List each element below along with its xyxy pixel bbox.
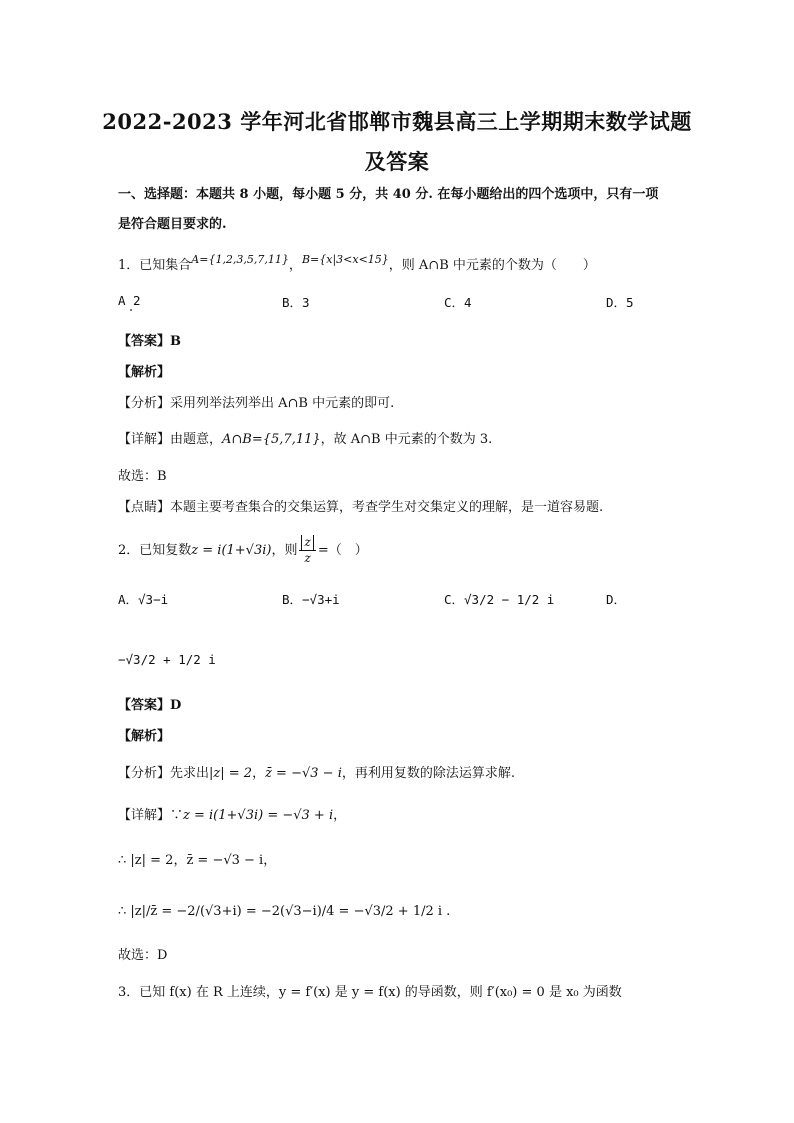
q1-suffix: ，则 A∩B 中元素的个数为（ ） bbox=[388, 258, 596, 273]
section-instruction-line2: 是符合题目要求的. bbox=[118, 217, 227, 232]
q1-prefix: 1．已知集合 bbox=[118, 258, 192, 273]
q2-paren: =（ ） bbox=[317, 543, 368, 558]
section-instruction-line1: 一、选择题：本题共 8 小题，每小题 5 分，共 40 分. 在每小题给出的四个选项中，只有一项 bbox=[118, 187, 659, 202]
q2-therefore-1: ∴ |z| = 2，z̄ = −√3 − i， bbox=[118, 853, 277, 868]
q2-fenxi-mid: ， bbox=[252, 766, 266, 781]
q2-prefix: 2．已知复数 bbox=[118, 543, 192, 558]
q1-option-d: D．5 bbox=[606, 295, 634, 310]
q1-analysis-tag: 【解析】 bbox=[118, 365, 171, 380]
q2-fenxi-suffix: ，再利用复数的除法运算求解. bbox=[341, 766, 515, 781]
q1-comma: ， bbox=[288, 258, 302, 273]
q2-therefore-2: ∴ |z|/z̄ = −2/(√3+i) = −2(√3−i)/4 = −√3/2 + 1/2 i . bbox=[118, 904, 451, 919]
q2-xiangjie bbox=[118, 807, 346, 825]
q1-xiangjie-math: A∩B={5,7,11} bbox=[222, 432, 321, 447]
q2-option-d-value: −√3/2 + 1/2 i bbox=[118, 652, 216, 667]
q1-answer: 【答案】B bbox=[118, 334, 181, 349]
q1-fenxi: 【分析】采用列举法列举出 A∩B 中元素的即可. bbox=[118, 396, 395, 411]
doc-title-line2: 及答案 bbox=[364, 149, 430, 174]
q1-stem bbox=[118, 253, 596, 275]
doc-title-line1: 2022-2023 学年河北省邯郸市魏县高三上学期期末数学试题 bbox=[102, 109, 692, 134]
q1-xiangjie-prefix: 【详解】由题意， bbox=[118, 432, 223, 447]
q2-fenxi bbox=[118, 765, 515, 783]
q1-xiangjie-suffix: ，故 A∩B 中元素的个数为 3. bbox=[320, 432, 493, 447]
q2-xiangjie-prefix: 【详解】∵ bbox=[118, 808, 184, 823]
q2-option-c: C．√3/2 − 1/2 i bbox=[444, 592, 555, 607]
q1-guxuan: 故选：B bbox=[118, 469, 167, 484]
q2-analysis-tag: 【解析】 bbox=[118, 729, 171, 744]
q1-option-c: C．4 bbox=[444, 295, 472, 310]
q2-ratio-fraction: $\frac{z}{z}$ bbox=[299, 535, 315, 566]
q1-setB: B={x|3<x<15} bbox=[301, 253, 389, 266]
q2-mid: ，则 bbox=[271, 543, 298, 558]
stray-dot bbox=[130, 309, 132, 311]
q3-stem: 3．已知 f(x) 在 R 上连续，y = f′(x) 是 y = f(x) 的导函数，则 f′(x₀) = 0 是 x₀ 为函数 bbox=[118, 985, 622, 1000]
q2-z-def: z = i(1+√3i) bbox=[191, 543, 272, 558]
q2-guxuan: 故选：D bbox=[118, 948, 168, 963]
q2-answer: 【答案】D bbox=[118, 698, 182, 713]
q1-setA: A={1,2,3,5,7,11} bbox=[191, 253, 289, 266]
q2-fenxi-prefix: 【分析】先求出 bbox=[118, 766, 210, 781]
q2-option-b: B．−√3+i bbox=[282, 592, 340, 607]
q1-option-b: B．3 bbox=[282, 295, 310, 310]
q1-option-a: A 2 bbox=[118, 293, 141, 308]
q1-dianjing: 【点睛】本题主要考查集合的交集运算，考查学生对交集定义的理解，是一道容易题. bbox=[118, 500, 604, 515]
q2-xiangjie-math: z = i(1+√3i) = −√3 + i bbox=[183, 808, 334, 823]
q1-xiangjie bbox=[118, 431, 492, 449]
q2-xiangjie-suffix: ， bbox=[333, 808, 347, 823]
q2-fenxi-math1: |z| = 2 bbox=[209, 766, 253, 781]
q2-stem bbox=[118, 535, 368, 566]
q2-fenxi-math2: z̄ = −√3 − i bbox=[265, 766, 342, 781]
q2-option-a: A．√3−i bbox=[118, 592, 169, 607]
q2-option-d-label: D． bbox=[606, 592, 627, 607]
